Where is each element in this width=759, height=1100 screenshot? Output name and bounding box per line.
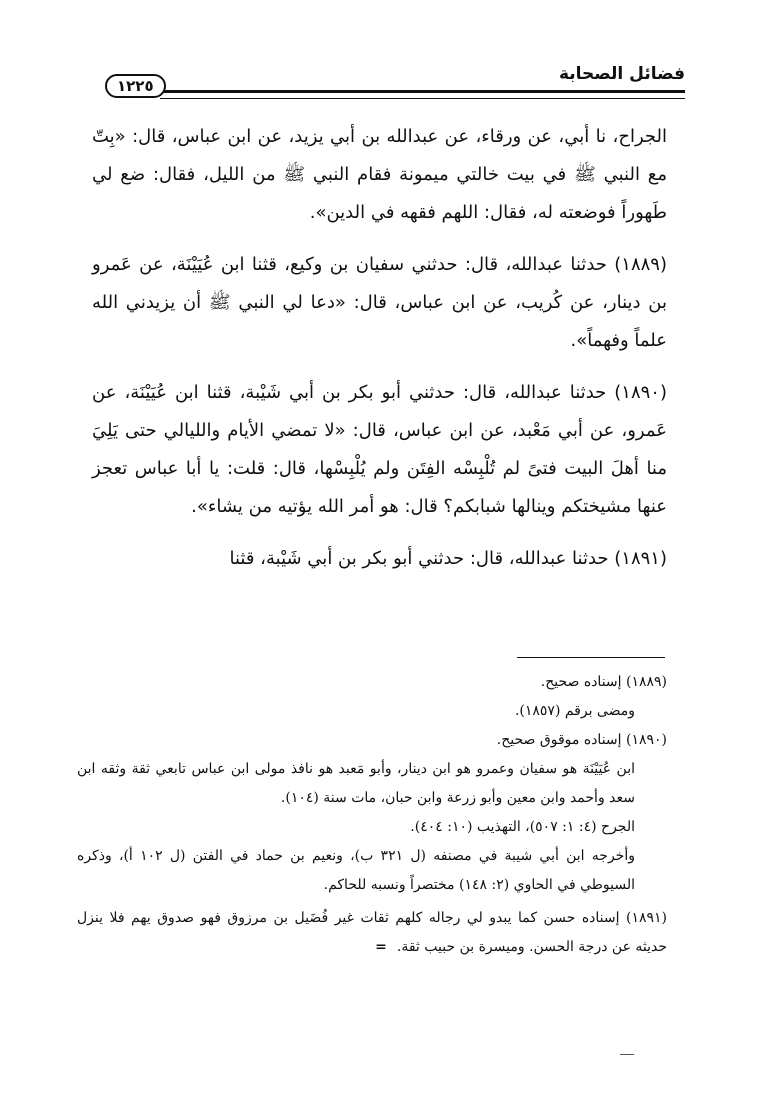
- continuation-mark: =: [375, 939, 387, 955]
- header-rule: [160, 90, 685, 99]
- paragraph-1888-continuation: الجراح، نا أبي، عن ورقاء، عن عبدالله بن أبي يزيد، عن ابن عباس، قال: «بِتّ مع النبي ﷺ في بيت خالتي ميمونة فقام النبي ﷺ من الليل، فقال: ضع لي طَهوراً فوضعته له، فقال: اللهم فقهه في الدين».: [92, 126, 667, 223]
- footnote-1890-grade: (١٨٩٠) إسناده موقوق صحيح.: [496, 732, 667, 748]
- footnote-separator: [517, 657, 665, 658]
- footnote-1890-takhrij: وأخرجه ابن أبي شيبة في مصنفه (ل ٣٢١ ب)، ونعيم بن حماد في الفتن (ل ١٠٢ أ)، وذكره السيوطي في الحاوي (٢: ١٤٨) مختصراً ونسبه للحاكم.: [77, 848, 635, 893]
- footnote-1889-grade: (١٨٨٩) إسناده صحيح.: [540, 674, 667, 690]
- paragraph-1889: (١٨٨٩) حدثنا عبدالله، قال: حدثني سفيان بن وكيع، قثنا ابن عُيَيْنَة، عن عَمرو بن دينار، عن كُريب، عن ابن عباس، قال: «دعا لي النبي ﷺ أن يزيدني الله علماً وفهماً».: [92, 254, 667, 351]
- footnote-1889-ref: ومضى برقم (١٨٥٧).: [514, 703, 635, 719]
- footnote-1891-grade: [77, 904, 667, 962]
- footnote-1890-narrators: ابن عُيَيْنَة هو سفيان وعمرو هو ابن دينار، وأبو مَعبد هو نافذ مولى ابن عباس تابعي ثقة وثقه ابن سعد وأحمد وابن معين وأبو زرعة وابن حبان، مات سنة (١٠٤).: [77, 761, 635, 806]
- paragraph-1891: (١٨٩١) حدثنا عبدالله، قال: حدثني أبو بكر بن أبي شَيْبة، قثنا: [229, 548, 667, 569]
- footnote-1891-text: (١٨٩١) إسناده حسن كما يبدو لي رجاله كلهم ثقات غير فُضَيل بن مرزوق فهو صدوق يهم فلا ينزل حديثه عن درجة الحسن. وميسرة بن حبيب ثقة.: [77, 910, 667, 955]
- page-header: [105, 62, 685, 106]
- page-number-badge: ١٢٢٥: [105, 74, 166, 98]
- corner-dash: [620, 1054, 634, 1055]
- running-title: فضائل الصحابة: [558, 64, 685, 84]
- paragraph-1890: (١٨٩٠) حدثنا عبدالله، قال: حدثني أبو بكر بن أبي شَيْبة، قثنا ابن عُيَيْنَة، عن عَمرو، عن أبي مَعْبد، عن ابن عباس، قال: «لا تمضي الأيام والليالي حتى يَلِيَ منا أهلَ البيت فتىً لم تُلْبِسْه الفِتَن ولم يُلْبِسْها، قال: قلت: يا أبا عباس تعجز عنها مشيختكم وينالها شبابكم؟ قال: هو أمر الله يؤتيه من يشاء».: [92, 382, 667, 517]
- footnote-1890-sources: الجرح (٤: ١: ٥٠٧)، التهذيب (١٠: ٤٠٤).: [410, 819, 635, 835]
- footnotes: [77, 668, 667, 962]
- main-text: [92, 118, 667, 592]
